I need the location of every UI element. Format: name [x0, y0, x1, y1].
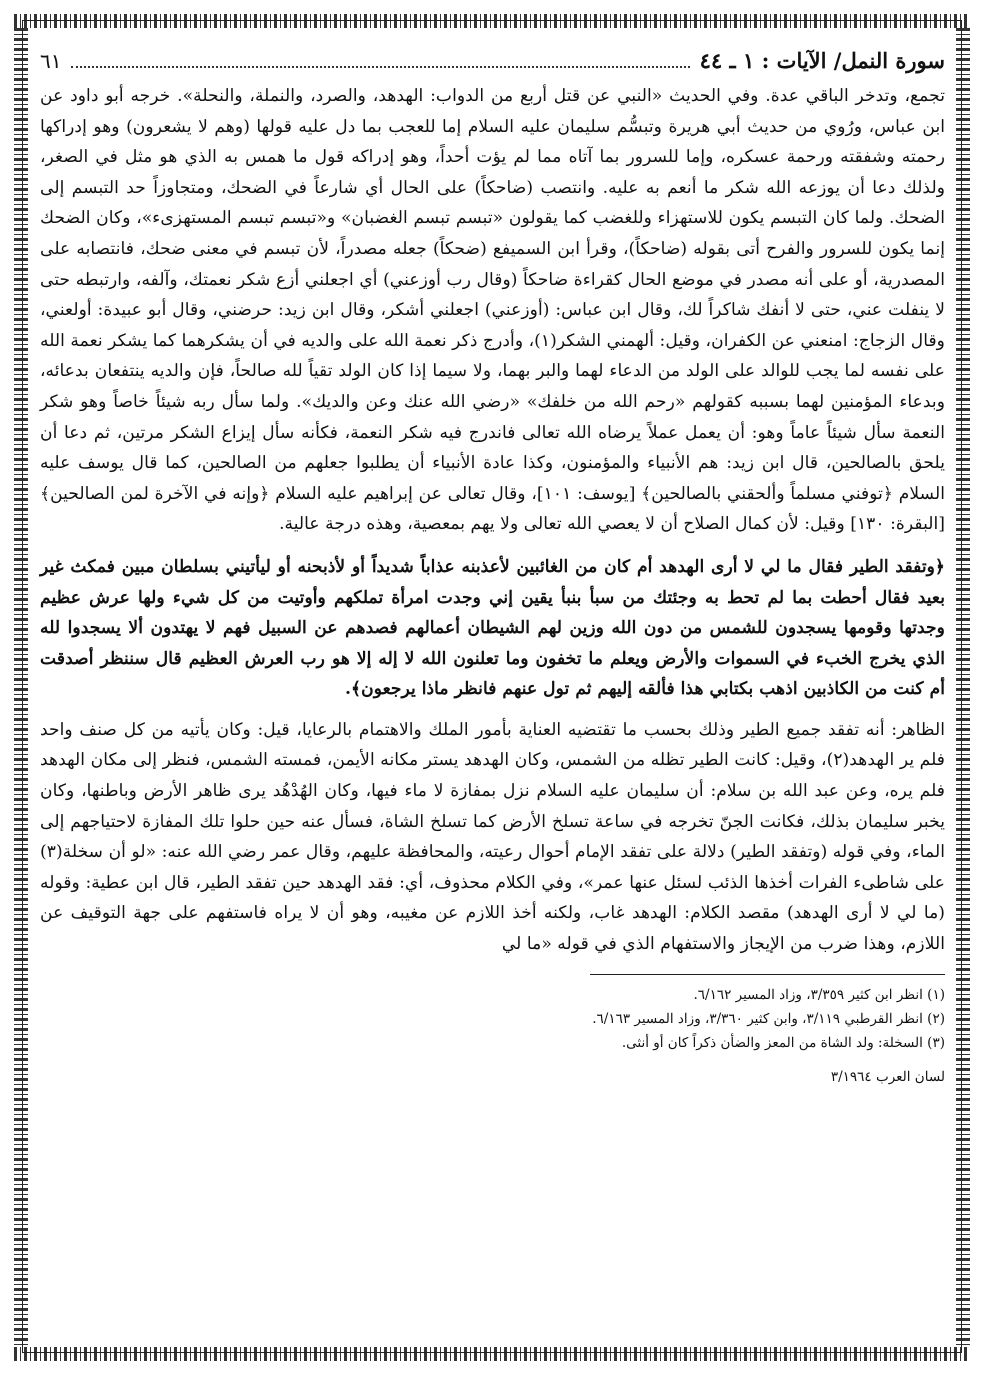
page-content — [40, 48, 945, 1089]
paragraph-2: الظاهر: أنه تفقد جميع الطير وذلك بحسب ما تقتضيه العناية بأمور الملك والاهتمام بالرعايا، قيل: وكان يأتيه من كل صنف واحد فلم ير الهدهد(٢)، وقيل: كانت الطير تظله من الشمس، وكان الهدهد يستر مكانه الأيمن، فمسته الشمس، فنظر إلى مكان الهدهد فلم يره، وعن عبد الله بن سلام: أن سليمان عليه السلام نزل بمفازة لا ماء فيها، وكان الهُدْهُد يرى ظاهر الأرض وباطنها، وكان يخبر سليمان بذلك، فكانت الجنّ تخرجه في ساعة تسلخ الأرض كما تسلخ الشاة، فسأل عنه حين حلوا تلك المفازة لاحتياجهم إلى الماء، وفي قوله (وتفقد الطير) دلالة على تفقد الإمام أحوال رعيته، والمحافظة عليهم، وقال عمر رضي الله عنه: «لو أن سخلة(٣) على شاطىء الفرات أخذها الذئب لسئل عنها عمر»، وفي الكلام محذوف، أي: فقد الهدهد حين تفقد الطير، قال ابن عطية: وقوله (ما لي لا أرى الهدهد) مقصد الكلام: الهدهد غاب، ولكنه أخذ اللازم عن مغيبه، وهو أن لا يراه فاستفهم على جهة التوقيف عن اللازم، وهذا ضرب من الإيجاز والاستفهام الذي في قوله «ما لي — [40, 719, 945, 955]
commentary-text — [40, 715, 945, 960]
footnote-separator — [590, 974, 945, 975]
footnote-1: (١) انظر ابن كثير ٣/٣٥٩، وزاد المسير ٦/١٦٢. — [693, 986, 945, 1003]
header-dots — [71, 52, 689, 68]
surah-title: سورة النمل/ الآيات : ١ ـ ٤٤ — [699, 48, 945, 73]
quran-verse: ﴿وتفقد الطير فقال ما لي لا أرى الهدهد أم كان من الغائبين لأعذبنه عذاباً شديداً أو لأذبحنه أو ليأتيني بسلطان مبين فمكث غير بعيد فقال أحطت بما لم تحط به وجئتك من سبأ بنبأ يقين إني وجدت امرأة تملكهم وأوتيت من كل شيء ولها عرش عظيم وجدتها وقومها يسجدون للشمس من دون الله وزين لهم الشيطان أعمالهم فصدهم عن السبيل فهم لا يهتدون ألا يسجدوا لله الذي يخرج الخبء في السموات والأرض ويعلم ما تخفون وما تعلنون الله لا إله إلا هو رب العرش العظيم قال سننظر أصدقت أم كنت من الكاذبين اذهب بكتابي هذا فألقه إليهم ثم تول عنهم فانظر ماذا يرجعون﴾. — [40, 556, 945, 700]
footnote-3: (٣) السخلة: ولد الشاة من المعز والضأن ذكراً كان أو أنثى. — [621, 1034, 945, 1051]
page-number: ٦١ — [40, 49, 62, 73]
running-header — [40, 48, 945, 73]
main-text — [40, 81, 945, 540]
handwritten-note: لسان العرب ٣/١٩٦٤ — [830, 1068, 945, 1085]
footnotes — [40, 983, 945, 1055]
footnote-2: (٢) انظر القرطبي ٣/١١٩، وابن كثير ٣/٣٦٠، وزاد المسير ٦/١٦٣. — [592, 1010, 945, 1027]
paragraph-1: تجمع، وتدخر الباقي عدة. وفي الحديث «النبي عن قتل أربع من الدواب: الهدهد، والصرد، والنملة، والنحلة». خرجه أبو داود عن ابن عباس، ورُوي من حديث أبي هريرة وتبسُّم سليمان عليه السلام إما للعجب بما دل عليه قولها (وهم لا يشعرون) وهو إدراكها رحمته وشفقته ورحمة عسكره، وإما للسرور بما آتاه مما لم يؤت أحداً، وهو إدراكه قول ما همس به الذي هو مثل في الصغر، ولذلك دعا أن يوزعه الله شكر ما أنعم به عليه. وانتصب (ضاحكاً) على الحال أي شارعاً في الضحك، ومتجاوزاً حد التبسم إلى الضحك. ولما كان التبسم يكون للاستهزاء وللغضب كما يقولون «تبسم تبسم الغضبان» و«تبسم تبسم المستهزىء»، وكان الضحك إنما يكون للسرور والفرح أتى بقوله (ضاحكاً)، وقرأ ابن السميفع (ضحكاً) جعله مصدراً، لأن تبسم في معنى ضحك، فانتصابه على المصدرية، أو على أنه مصدر في موضع الحال كقراءة ضاحكاً (وقال رب أوزعني) أي اجعلني أزع شكر نعمتك، وآلفه، وارتبطه حتى لا ينفلت عني، حتى لا أنفك شاكراً لك، وقال ابن عباس: (أوزعني) اجعلني أشكر، وقال ابن زيد: حرضني، وقال أبو عبيدة: أولعني، وقال الزجاج: امنعني عن الكفران، وقيل: ألهمني الشكر(١)، وأدرج ذكر نعمة الله على والديه في أن يشكرهما كما يشكر نعمة الله على نفسه لما يجب للوالد على الولد من الدعاء لهما والبر بهما، ولا سيما إذا كان الولد تقياً لله صالحاً، فإن والديه ينتفعان بدعائه، وبدعاء المؤمنين لهما بسببه كقولهم «رحم الله من خلفك» «رضي الله عنك وعن والديك». ولما سأل ربه شيئاً خاصاً وهو شكر النعمة سأل شيئاً عاماً وهو: أن يعمل عملاً يرضاه الله تعالى فاندرج فيه شكر النعمة، فكأنه سأل إيزاع الشكر مرتين، ثم دعا أن يلحق بالصالحين، قال ابن زيد: هم الأنبياء والمؤمنون، وكذا عادة الأنبياء أن يطلبوا جعلهم من الصالحين، كما قال يوسف عليه السلام ﴿توفني مسلماً وألحقني بالصالحين﴾ [يوسف: ١٠١]، وقال تعالى عن إبراهيم عليه السلام ﴿وإنه في الآخرة لمن الصالحين﴾ [البقرة: ١٣٠] وقيل: لأن كمال الصلاح أن لا يعصي الله تعالى ولا يهم بمعصية، وهذه درجة عالية. — [40, 86, 946, 535]
